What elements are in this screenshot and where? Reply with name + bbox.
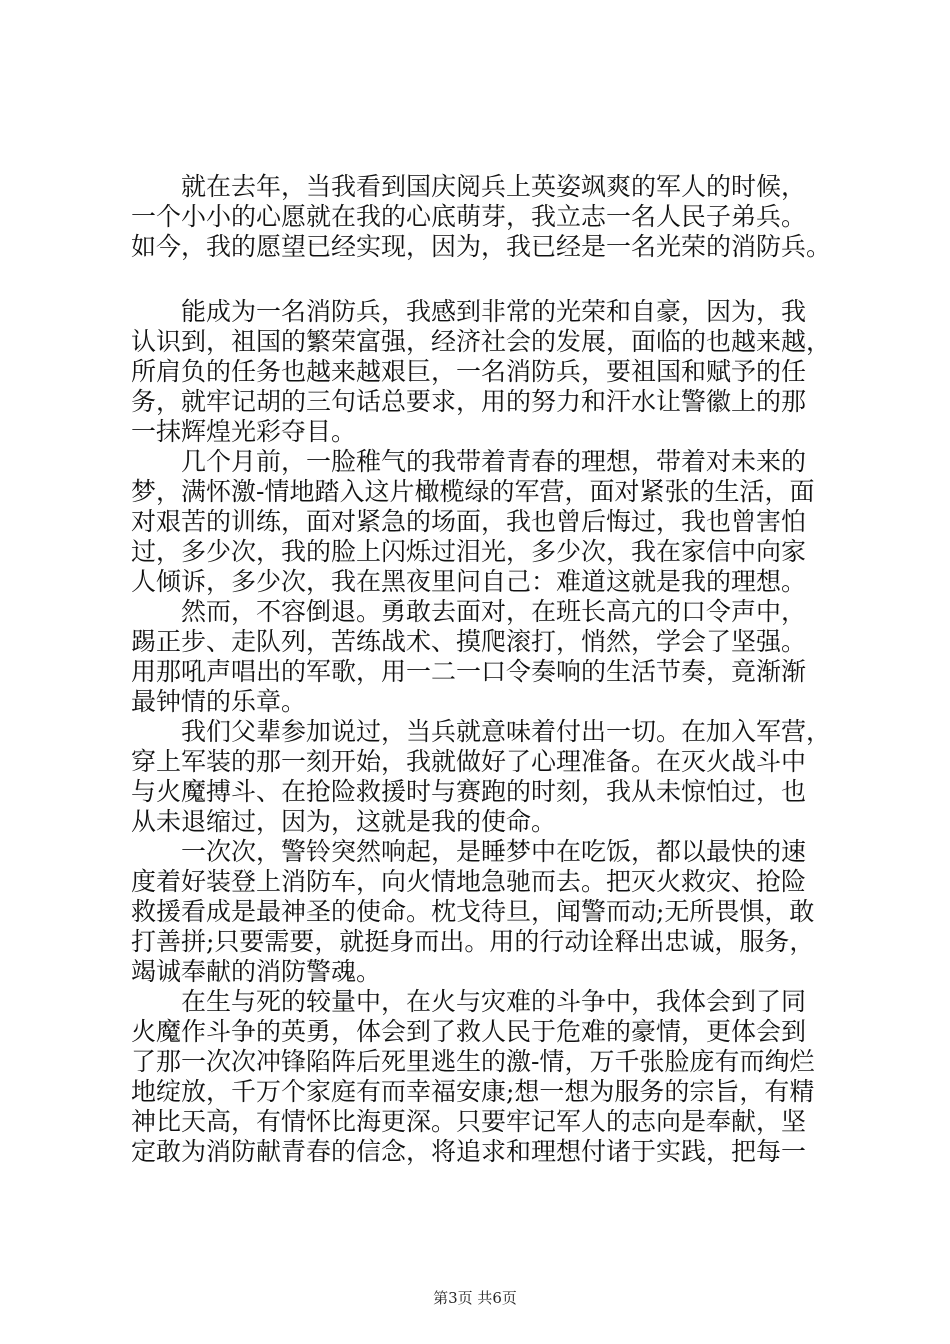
text-line: 务，就牢记胡的三句话总要求，用的努力和汗水让警徽上的那 <box>131 387 807 416</box>
text-line: 火魔作斗争的英勇，体会到了救人民于危难的豪情，更体会到 <box>131 1017 807 1046</box>
text-line: 定敢为消防献青春的信念，将追求和理想付诸于实践，把每一 <box>131 1137 807 1166</box>
paragraph-5 <box>131 717 831 837</box>
paragraph-6 <box>131 837 831 987</box>
text-line: 就在去年，当我看到国庆阅兵上英姿飒爽的军人的时候， <box>181 172 807 201</box>
text-line: 过，多少次，我的脸上闪烁过泪光，多少次，我在家信中向家 <box>131 537 807 566</box>
text-line: 梦，满怀激-情地踏入这片橄榄绿的军营，面对紧张的生活，面 <box>131 477 815 506</box>
paragraph-1 <box>131 172 831 262</box>
paragraph-7 <box>131 987 831 1167</box>
text-line: 认识到，祖国的繁荣富强，经济社会的发展，面临的也越来越， <box>131 327 832 356</box>
paragraph-2 <box>131 297 831 447</box>
paragraph-spacer <box>131 262 831 297</box>
text-line: 神比天高，有情怀比海更深。只要牢记军人的志向是奉献，坚 <box>131 1107 807 1136</box>
text-line: 度着好装登上消防车，向火情地急驰而去。把灭火救灾、抢险 <box>131 867 807 896</box>
text-line: 对艰苦的训练，面对紧急的场面，我也曾后悔过，我也曾害怕 <box>131 507 807 536</box>
text-line: 打善拼;只要需要，就挺身而出。用的行动诠释出忠诚，服务， <box>131 927 815 956</box>
text-line: 地绽放，千万个家庭有而幸福安康;想一想为服务的宗旨，有精 <box>131 1077 815 1106</box>
text-line: 竭诚奉献的消防警魂。 <box>131 957 382 986</box>
text-line: 与火魔搏斗、在抢险救援时与赛跑的时刻，我从未惊怕过，也 <box>131 777 807 806</box>
text-line: 一个小小的心愿就在我的心底萌芽，我立志一名人民子弟兵。 <box>131 202 807 231</box>
document-body <box>131 172 831 1167</box>
text-line: 如今，我的愿望已经实现，因为，我已经是一名光荣的消防兵。 <box>131 232 832 261</box>
paragraph-4 <box>131 597 831 717</box>
text-line: 用那吼声唱出的军歌，用一二一口令奏响的生活节奏，竟渐渐 <box>131 657 807 686</box>
text-line: 了那一次次冲锋陷阵后死里逃生的激-情，万千张脸庞有而绚烂 <box>131 1047 815 1076</box>
paragraph-3 <box>131 447 831 597</box>
text-line: 人倾诉，多少次，我在黑夜里问自己：难道这就是我的理想。 <box>131 567 807 596</box>
text-line: 穿上军装的那一刻开始，我就做好了心理准备。在灭火战斗中 <box>131 747 807 776</box>
text-line: 所肩负的任务也越来越艰巨，一名消防兵，要祖国和赋予的任 <box>131 357 807 386</box>
page-number-footer: 第3页 共6页 <box>433 1289 517 1307</box>
text-line: 一抹辉煌光彩夺目。 <box>131 417 357 446</box>
text-line: 几个月前，一脸稚气的我带着青春的理想，带着对未来的 <box>181 447 807 476</box>
text-line: 从未退缩过，因为，这就是我的使命。 <box>131 807 557 836</box>
text-line: 然而，不容倒退。勇敢去面对，在班长高亢的口令声中， <box>181 597 807 626</box>
text-line: 最钟情的乐章。 <box>131 687 307 716</box>
text-line: 救援看成是最神圣的使命。枕戈待旦，闻警而动;无所畏惧，敢 <box>131 897 815 926</box>
text-line: 一次次，警铃突然响起，是睡梦中在吃饭，都以最快的速 <box>181 837 807 866</box>
text-line: 我们父辈参加说过，当兵就意味着付出一切。在加入军营， <box>181 717 832 746</box>
text-line: 在生与死的较量中，在火与灾难的斗争中，我体会到了同 <box>181 987 807 1016</box>
text-line: 踢正步、走队列，苦练战术、摸爬滚打，悄然，学会了坚强。 <box>131 627 807 656</box>
text-line: 能成为一名消防兵，我感到非常的光荣和自豪，因为，我 <box>181 297 807 326</box>
